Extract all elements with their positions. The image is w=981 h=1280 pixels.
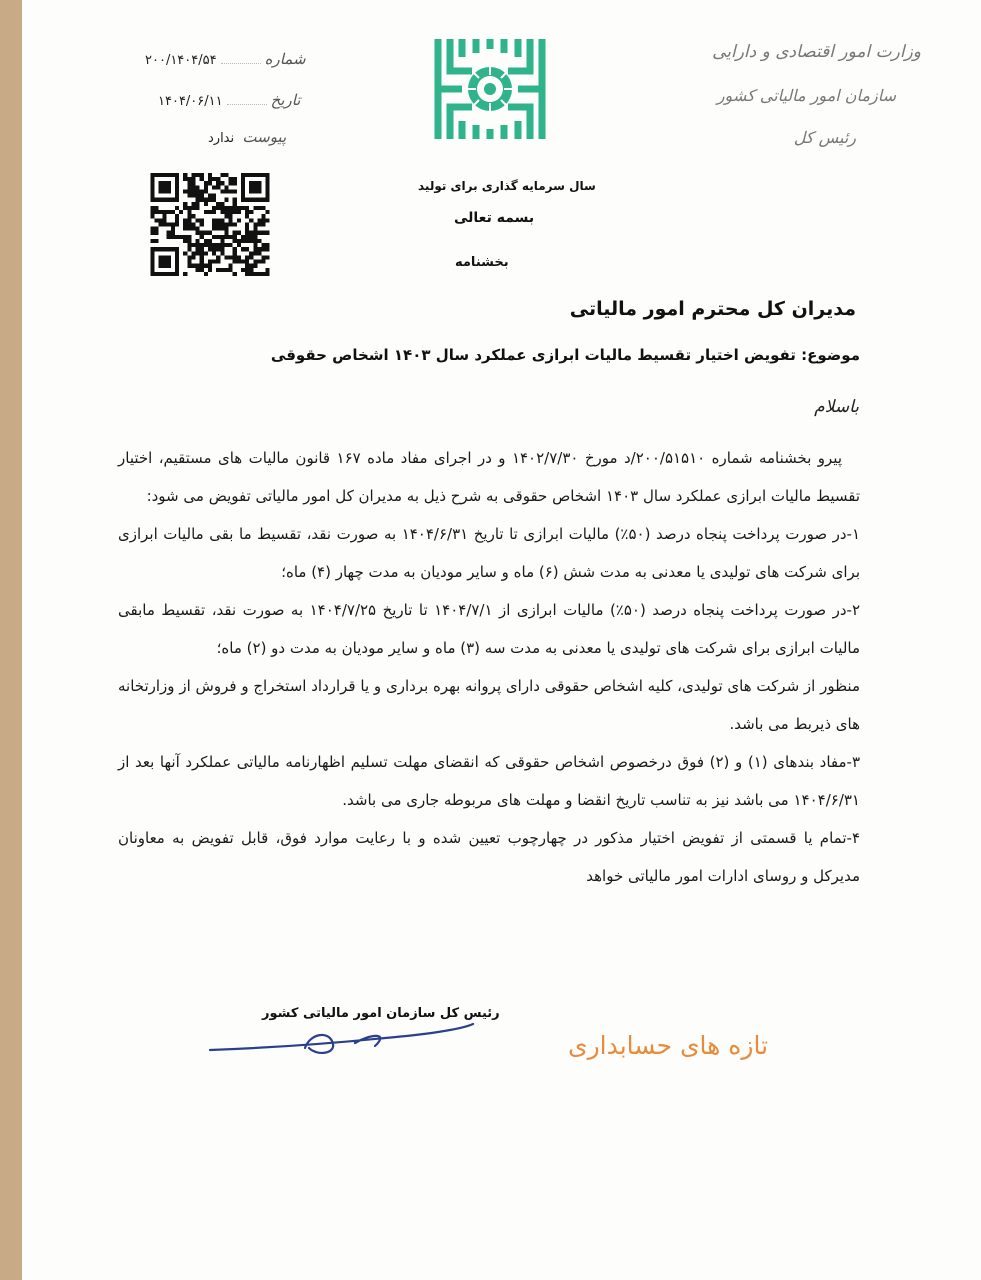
meta-date-row (158, 91, 300, 109)
tax-organization-emblem-icon (432, 35, 548, 143)
qr-code-icon (150, 173, 270, 276)
letter-body (118, 439, 860, 895)
slogan: سال سرمایه گذاری برای تولید (418, 179, 596, 193)
ministry-line-1: وزارت امور اقتصادی و دارایی (712, 42, 921, 62)
body-item-4: ۴-تمام یا قسمتی از تفویض اختیار مذکور در چهارچوب تعیین شده و با رعایت موارد فوق، قابل تفویض به معاونان مدیرکل و روسای ادارات امور مالیاتی خواهد (118, 829, 860, 885)
document-type: بخشنامه (455, 255, 509, 270)
body-paragraph-intro: پیرو بخشنامه شماره ۲۰۰/۵۱۵۱۰/د مورخ ۱۴۰۲/۷/۳۰ و در اجرای مفاد ماده ۱۶۷ قانون مالیات های مستقیم، اختیار تقسیط مالیات ابرازی عملکرد سال ۱۴۰۳ اشخاص حقوقی به شرح ذیل به مدیران کل امور مالیاتی تفویض می شود: (118, 449, 860, 505)
attachment-value: ندارد (208, 131, 235, 146)
body-item-2: ۲-در صورت پرداخت پنجاه درصد (۵۰٪) مالیات ابرازی از ۱۴۰۴/۷/۱ تا تاریخ ۱۴۰۴/۷/۲۵ به صورت نقد، تقسیط مابقی مالیات ابرازی برای شرکت های تولیدی یا معدنی به مدت سه (۳) ماه و سایر مودیان به مدت دو (۲) ماه؛ (118, 601, 861, 657)
watermark-text: تازه های حسابداری (568, 1031, 769, 1060)
number-value: ۲۰۰/۱۴۰۴/۵۴ (145, 53, 217, 68)
date-value: ۱۴۰۴/۰۶/۱۱ (158, 94, 223, 109)
ministry-line-2: سازمان امور مالیاتی کشور (716, 86, 896, 105)
addressee: مدیران کل محترم امور مالیاتی (569, 298, 856, 320)
body-item-1: ۱-در صورت پرداخت پنجاه درصد (۵۰٪) مالیات ابرازی تا تاریخ ۱۴۰۴/۶/۳۱ به صورت نقد، تقسیط ما بقی مالیات ابرازی برای شرکت های تولیدی یا معدنی به مدت شش (۶) ماه و سایر مودیان به مدت چهار (۴) ماه؛ (118, 525, 860, 581)
signatory-title: رئیس کل سازمان امور مالیاتی کشور (262, 1006, 500, 1021)
meta-attachment-row (208, 128, 286, 146)
number-label: شماره (264, 50, 306, 68)
body-note-producers: منظور از شرکت های تولیدی، کلیه اشخاص حقوقی دارای پروانه بهره برداری و یا قرارداد استخراج و فروش از وزارتخانه های ذیربط می باشد. (118, 677, 860, 733)
date-label: تاریخ (270, 91, 301, 109)
left-paper-edge (0, 0, 22, 1280)
body-item-3: ۳-مفاد بندهای (۱) و (۲) فوق درخصوص اشخاص حقوقی که انقضای مهلت تسلیم اظهارنامه مالیاتی عملکرد آنها بعد از ۱۴۰۴/۶/۳۱ می باشد نیز به تناسب تاریخ انقضا و مهلت های مربوطه جاری می باشد. (118, 753, 860, 809)
subject-line: موضوع: تفویض اختیار تقسیط مالیات ابرازی عملکرد سال ۱۴۰۳ اشخاص حقوقی (270, 346, 860, 364)
ministry-line-3: رئیس کل (793, 128, 856, 147)
bismillah: بسمه تعالی (454, 210, 535, 226)
signature-icon (205, 1008, 480, 1058)
attachment-label: پیوست (242, 128, 287, 146)
meta-number-row (145, 50, 306, 68)
greeting: باسلام (814, 397, 859, 417)
